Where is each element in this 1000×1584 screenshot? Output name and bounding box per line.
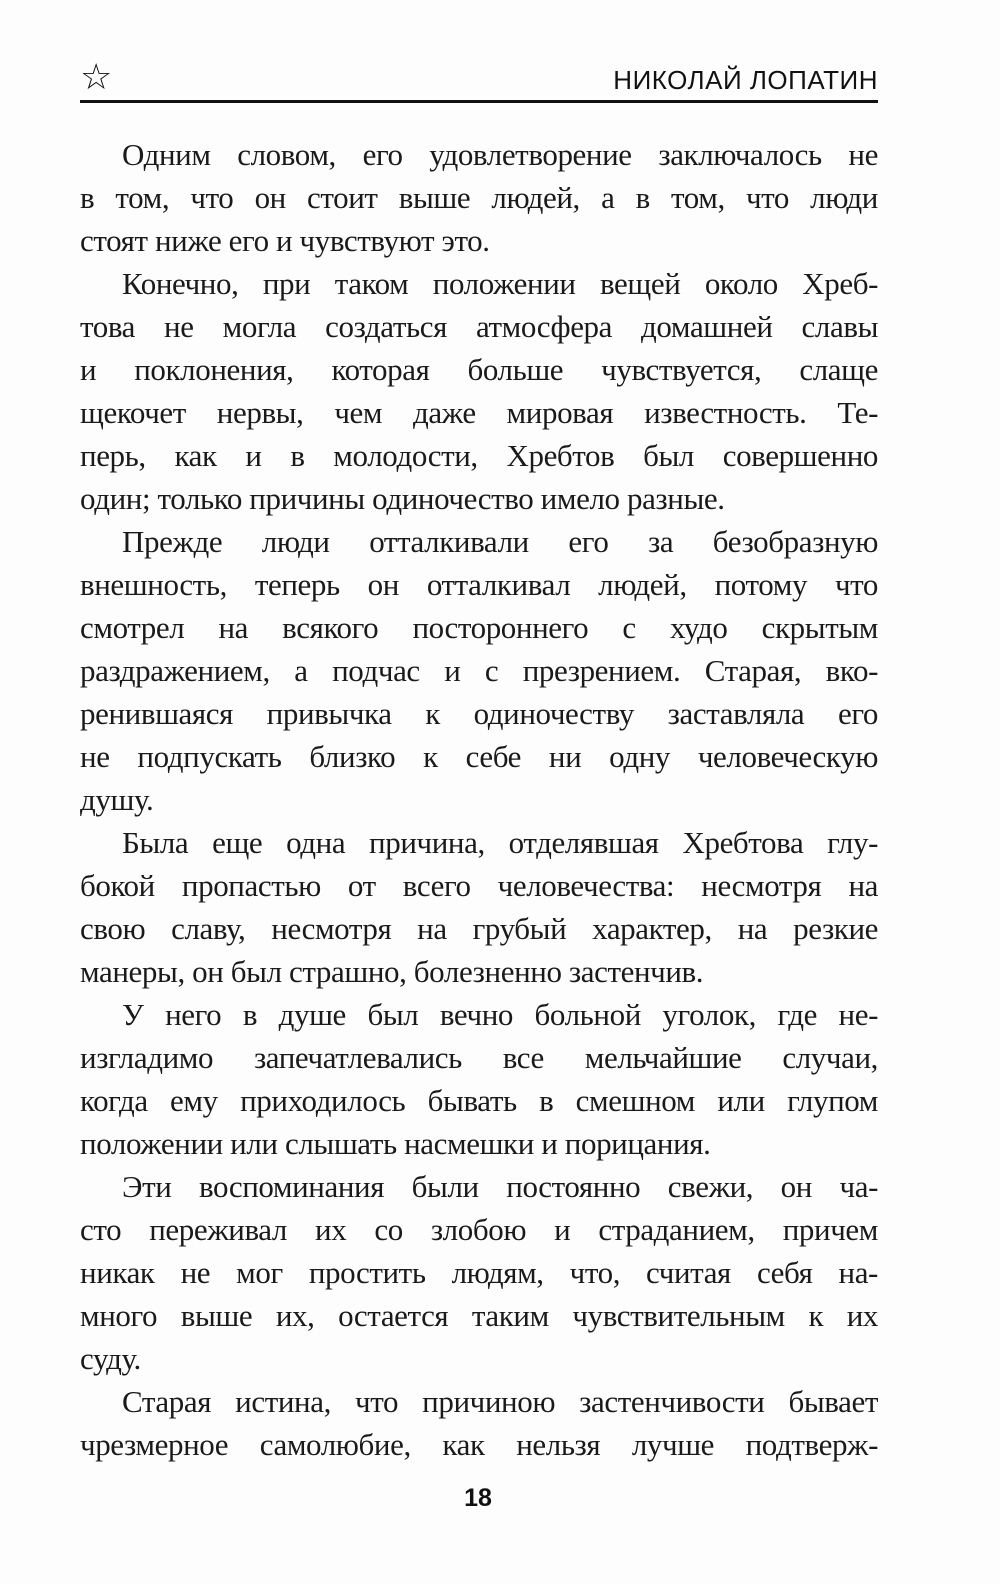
text-line: Одним словом, его удовлетворение заключалось не (122, 137, 878, 172)
text-line: душу. (80, 782, 154, 817)
star-outline-icon: ☆ (80, 57, 113, 98)
text-line: один; только причины одиночество имело разные. (80, 481, 725, 516)
text-line: Была еще одна причина, отделявшая Хребтова глу- (122, 825, 878, 860)
text-line: Эти воспоминания были постоянно свежи, он ча- (122, 1169, 878, 1204)
running-head-author: НИКОЛАЙ ЛОПАТИН (613, 65, 878, 95)
text-line: и поклонения, которая больше чувствуется, слаще (80, 352, 878, 387)
text-line: ренившаяся привычка к одиночеству заставляла его (80, 696, 878, 731)
text-line: щекочет нервы, чем даже мировая известность. Те- (80, 395, 878, 430)
paragraph (80, 133, 878, 262)
text-line: никак не мог простить людям, что, считая себя на- (80, 1255, 878, 1290)
paragraph (80, 1165, 878, 1380)
text-line: сто переживал их со злобою и страданием, причем (80, 1212, 878, 1247)
page-body-text (80, 133, 878, 1466)
paragraph (80, 520, 878, 821)
paragraph (80, 1380, 878, 1466)
text-line: суду. (80, 1341, 141, 1376)
text-line: манеры, он был страшно, болезненно застенчив. (80, 954, 704, 989)
text-line: не подпускать близко к себе ни одну человеческую (80, 739, 878, 774)
text-line: Прежде люди отталкивали его за безобразную (122, 524, 878, 559)
paragraph (80, 262, 878, 520)
page-number: 18 (464, 1484, 492, 1512)
text-line: бокой пропастью от всего человечества: несмотря на (80, 868, 878, 903)
text-line: внешность, теперь он отталкивал людей, потому что (80, 567, 878, 602)
text-line: това не могла создаться атмосфера домашней славы (80, 309, 878, 344)
text-line: перь, как и в молодости, Хребтов был совершенно (80, 438, 878, 473)
text-line: когда ему приходилось бывать в смешном или глупом (80, 1083, 878, 1118)
text-line: раздражением, а подчас и с презрением. Старая, вко- (80, 653, 878, 688)
text-line: чрезмерное самолюбие, как нельзя лучше подтверж- (80, 1427, 878, 1462)
paragraph (80, 821, 878, 993)
text-line: изгладимо запечатлевались все мельчайшие случаи, (80, 1040, 878, 1075)
header-rule (80, 100, 878, 103)
text-line: свою славу, несмотря на грубый характер, на резкие (80, 911, 878, 946)
paragraph (80, 993, 878, 1165)
text-line: в том, что он стоит выше людей, а в том, что люди (80, 180, 878, 215)
text-line: У него в душе был вечно больной уголок, где не- (122, 997, 878, 1032)
text-line: Старая истина, что причиною застенчивости бывает (122, 1384, 878, 1419)
text-line: стоят ниже его и чувствуют это. (80, 223, 490, 258)
text-line: много выше их, остается таким чувствительным к их (80, 1298, 878, 1333)
text-line: положении или слышать насмешки и порицания. (80, 1126, 711, 1161)
text-line: Конечно, при таком положении вещей около Хреб- (122, 266, 878, 301)
text-line: смотрел на всякого постороннего с худо скрытым (80, 610, 878, 645)
